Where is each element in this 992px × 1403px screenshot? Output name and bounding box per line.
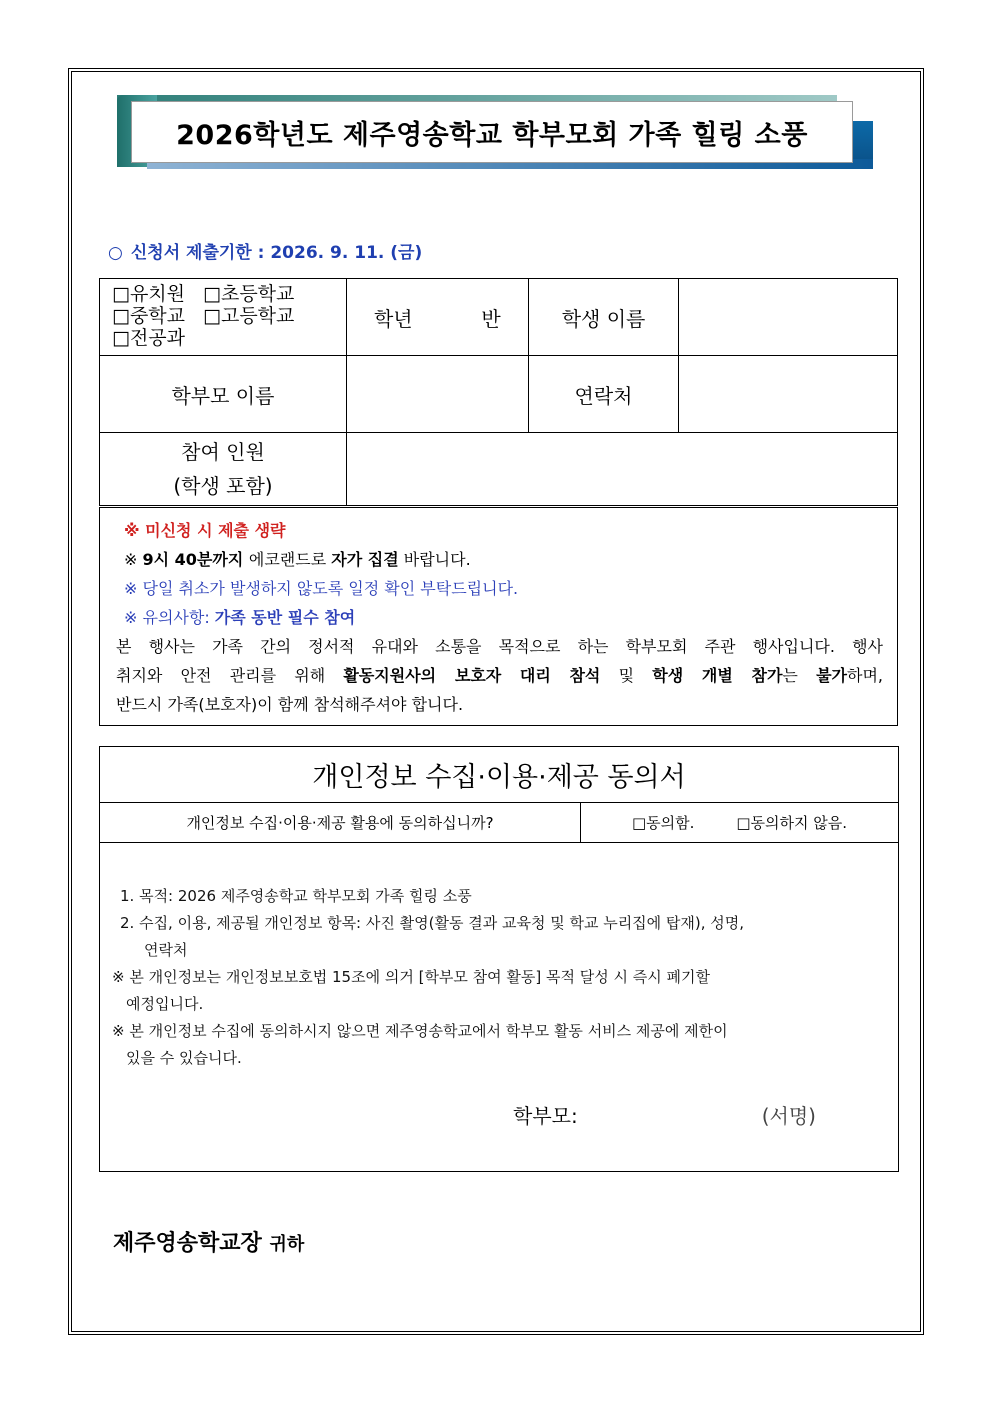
checkbox-disagree[interactable]: □동의하지 않음. [736,814,848,832]
parent-name-label: 학부모 이름 [100,356,347,433]
addressee-suffix: 귀하 [269,1234,305,1255]
page-title: 2026학년도 제주영송학교 학부모회 가족 힐링 소풍 [176,119,808,151]
note-no-application: ※ 미신청 시 제출 생략 [124,521,286,540]
checkbox-middle-school[interactable]: □중학교 [112,305,186,327]
class-label: 반 [481,306,501,331]
consent-title: 개인정보 수집·이용·제공 동의서 [100,747,898,803]
addressee [113,1226,304,1257]
consent-question: 개인정보 수집·이용·제공 활용에 동의하십니까? [100,803,581,842]
note-caution: ※ 유의사항: 가족 동반 필수 참여 [124,608,356,627]
notes-paragraph-line-2: 취지와 안전 관리를 위해 활동지원사의 보호자 대리 참석 및 학생 개별 참가는 불가하며, [116,666,883,685]
student-name-field[interactable] [679,279,898,356]
consent-note-disposal: ※ 본 개인정보는 개인정보보호법 15조에 의거 [학부모 참여 활동] 목적 달성 시 즉시 폐기할 예정입니다. [112,968,711,1013]
notes-paragraph-line-1: 본 행사는 가족 간의 정서적 유대와 소통을 목적으로 하는 학부모회 주관 행사입니다. 행사 [116,637,883,656]
contact-field[interactable] [679,356,898,433]
signature-field[interactable]: (서명) [761,1104,816,1128]
deadline-text: 신청서 제출기한 : 2026. 9. 11. (금) [130,243,423,263]
principal-name: 제주영송학교장 [113,1231,262,1256]
notes-cell [100,507,898,726]
checkbox-agree[interactable]: □동의함. [631,814,695,832]
checkbox-high-school[interactable]: □고등학교 [203,305,295,327]
participants-label-cell [100,433,347,507]
parent-signature-label: 학부모: [513,1104,578,1128]
participants-field[interactable] [346,433,897,507]
title-banner [117,95,873,173]
signature-line [513,1100,816,1129]
parent-name-field[interactable] [346,356,528,433]
notes-paragraph-line-3: 반드시 가족(보호자)이 함께 참석해주셔야 합니다. [116,695,464,714]
submission-deadline [108,238,422,263]
grade-label: 학년 [373,306,413,331]
application-table [99,278,898,726]
school-level-cell [100,279,347,356]
checkbox-kindergarten[interactable]: □유치원 [112,283,186,305]
consent-item-purpose: 1. 목적: 2026 제주영송학교 학부모회 가족 힐링 소풍 [120,887,472,905]
consent-body [100,843,898,1072]
participants-sublabel: (학생 포함) [173,474,273,498]
deadline-marker: ○ [108,243,123,263]
consent-form [99,746,899,1172]
consent-question-row [100,803,898,843]
participants-label: 참여 인원 [181,440,265,464]
consent-item-fields: 2. 수집, 이용, 제공될 개인정보 항목: 사진 촬영(활동 결과 교육청 및 학교 누리집에 탑재), 성명, 연락처 [120,914,745,959]
checkbox-major-course[interactable]: □전공과 [112,327,186,349]
checkbox-elementary[interactable]: □초등학교 [203,283,295,305]
title-box [131,101,853,163]
grade-class-field[interactable] [346,279,528,356]
note-meeting-time: ※ 9시 40분까지 에코랜드로 자가 집결 바랍니다. [124,550,471,569]
consent-note-restriction: ※ 본 개인정보 수집에 동의하시지 않으면 제주영송학교에서 학부모 활동 서비스 제공에 제한이 있을 수 있습니다. [112,1022,728,1067]
note-cancellation: ※ 당일 취소가 발생하지 않도록 일정 확인 부탁드립니다. [124,579,519,598]
consent-answer-cell [581,803,898,842]
student-name-label: 학생 이름 [528,279,679,356]
contact-label: 연락처 [528,356,679,433]
